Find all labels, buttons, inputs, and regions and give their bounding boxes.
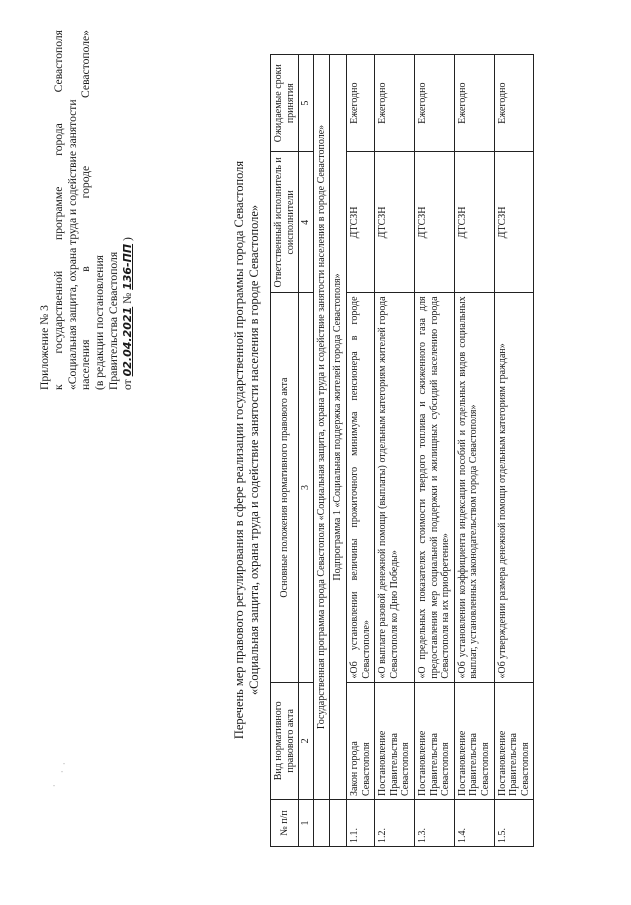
header-cell: № п/п xyxy=(271,799,299,846)
appendix-word: Севастополе» xyxy=(79,30,93,98)
deadline: Ежегодно xyxy=(375,55,415,152)
header-cell: Основные положения нормативного правового акта xyxy=(271,293,299,682)
column-number: 2 xyxy=(299,682,314,799)
column-number: 5 xyxy=(299,55,314,152)
table-row xyxy=(494,55,534,847)
scan-speck: · xyxy=(58,770,67,773)
header-cell: Ответственный исполнитель и соисполнители xyxy=(271,152,299,293)
scan-speck: · xyxy=(60,762,69,765)
subprogram-title-cell: Подпрограмма 1 «Социальная поддержка жителей города Севастополя» xyxy=(330,55,347,800)
appendix-date-line xyxy=(121,30,135,390)
executor: ДТСЗН xyxy=(454,152,494,293)
deadline: Ежегодно xyxy=(454,55,494,152)
act-type: Закон города Севастополя xyxy=(346,682,374,799)
row-number: 1.4. xyxy=(454,799,494,846)
act-content: «Об установлении величины прожиточного минимума пенсионера в городе Севастополе» xyxy=(346,293,374,682)
empty-cell xyxy=(330,799,347,846)
handwritten-number: 136-ПП xyxy=(120,243,134,290)
number-sign: № xyxy=(120,292,134,304)
column-number: 3 xyxy=(299,293,314,682)
appendix-program-ref xyxy=(52,30,66,390)
appendix-word: городе xyxy=(79,165,93,199)
row-number: 1.1. xyxy=(346,799,374,846)
act-type: Постановление Правительства Севастополя xyxy=(414,682,454,799)
document-title xyxy=(232,55,261,845)
executor: ДТСЗН xyxy=(494,152,534,293)
act-content: «О выплате разовой денежной помощи (выплаты) отдельным категориям жителей города Севастополя ко Дню Победы» xyxy=(375,293,415,682)
title-line-2: «Социальная защита, охрана труда и содействие занятости населения в городе Севастополе» xyxy=(246,204,261,696)
appendix-program-name: «Социальная защита, охрана труда и содействие занятости xyxy=(65,99,79,390)
appendix-note xyxy=(38,30,135,390)
table-row xyxy=(414,55,454,847)
appendix-word: к xyxy=(51,384,65,390)
column-number: 1 xyxy=(299,799,314,846)
appendix-word: населения xyxy=(79,339,93,390)
appendix-authority: Правительства Севастополя xyxy=(106,251,120,390)
act-type: Постановление Правительства Севастополя xyxy=(454,682,494,799)
executor: ДТСЗН xyxy=(375,152,415,293)
subprogram-row xyxy=(330,55,347,847)
appendix-edition: (в редакции постановления xyxy=(93,255,107,390)
program-row xyxy=(313,55,330,847)
table-row xyxy=(454,55,494,847)
appendix-word: в xyxy=(79,266,93,272)
executor: ДТСЗН xyxy=(414,152,454,293)
act-type: Постановление Правительства Севастополя xyxy=(494,682,534,799)
scan-speck: · xyxy=(50,784,59,787)
appendix-program-name-cont xyxy=(79,30,93,390)
table-row xyxy=(375,55,415,847)
table-header-row xyxy=(271,55,299,847)
appendix-word: Севастополя xyxy=(51,30,65,93)
column-number: 4 xyxy=(299,152,314,293)
appendix-number: Приложение № 3 xyxy=(38,305,51,390)
row-number: 1.2. xyxy=(375,799,415,846)
act-content: «Об установлении коэффициента индексации пособий и отдельных видов социальных выплат, установленных законодательством города Севастополя» xyxy=(454,293,494,682)
regulation-table xyxy=(270,54,534,847)
header-cell: Вид нормативного правового акта xyxy=(271,682,299,799)
handwritten-date: 02.04.2021 xyxy=(120,306,134,377)
appendix-word: города xyxy=(51,123,65,156)
closing-paren: ) xyxy=(120,237,134,242)
act-type: Постановление Правительства Севастополя xyxy=(375,682,415,799)
date-prefix: от xyxy=(120,379,134,390)
deadline: Ежегодно xyxy=(494,55,534,152)
executor: ДТСЗН xyxy=(346,152,374,293)
program-title-cell: Государственная программа города Севастополя «Социальная защита, охрана труда и содействие занятости населения в городе Севастополе» xyxy=(313,55,330,800)
act-content: «О предельных показателях стоимости твердого топлива и сжиженного газа для предоставления мер социальной поддержки и жилищных субсидий населению города Севастополя на их приобретение» xyxy=(414,293,454,682)
table-row xyxy=(346,55,374,847)
row-number: 1.3. xyxy=(414,799,454,846)
header-cell: Ожидаемые сроки принятия xyxy=(271,55,299,152)
appendix-word: программе xyxy=(51,186,65,240)
title-line-1: Перечень мер правового регулирования в сфере реализации государственной программы города Севастополя xyxy=(232,160,246,740)
appendix-word: государственной xyxy=(51,270,65,354)
deadline: Ежегодно xyxy=(346,55,374,152)
row-number: 1.5. xyxy=(494,799,534,846)
act-content: «Об утверждении размера денежной помощи отдельным категориям граждан» xyxy=(494,293,534,682)
empty-cell xyxy=(313,799,330,846)
column-number-row xyxy=(299,55,314,847)
deadline: Ежегодно xyxy=(414,55,454,152)
